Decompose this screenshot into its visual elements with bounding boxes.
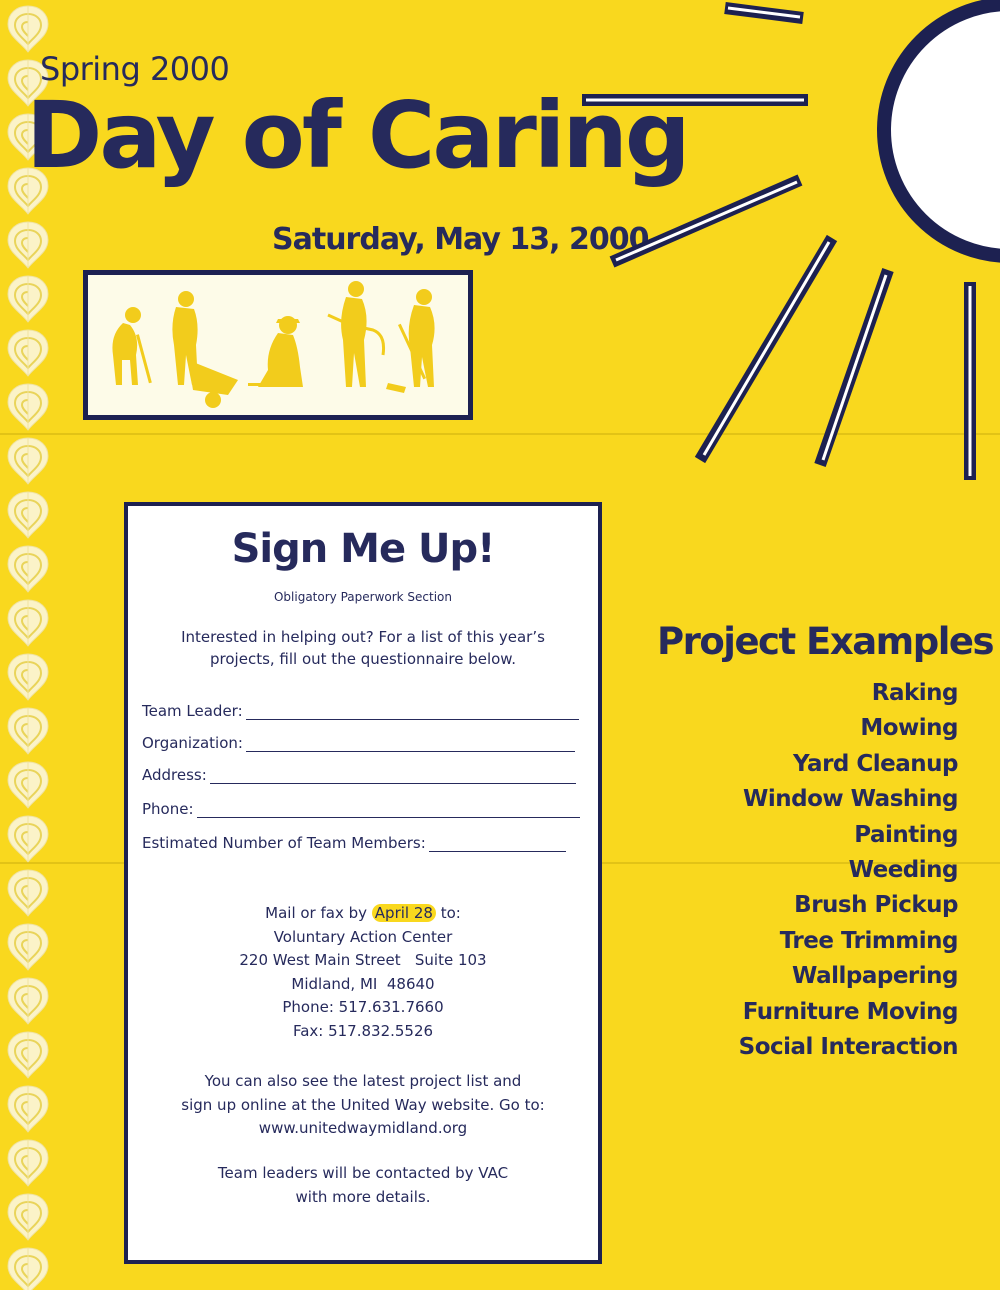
- address-label: Address:: [142, 766, 207, 784]
- volunteers-image-frame: [83, 270, 473, 420]
- organization-label: Organization:: [142, 734, 243, 752]
- form-intro-line: Interested in helping out? For a list of this year’s: [181, 628, 545, 646]
- online-info: [128, 1070, 598, 1141]
- mail-org: Voluntary Action Center: [273, 927, 453, 946]
- signup-form-frame: [124, 502, 602, 1264]
- address-field[interactable]: [142, 766, 576, 784]
- project-item: Social Interaction: [738, 1033, 958, 1060]
- mail-fax: Fax: 517.832.5526: [292, 1021, 434, 1040]
- form-subtitle: Obligatory Paperwork Section: [273, 590, 453, 604]
- page-title: Day of Caring: [26, 82, 688, 189]
- project-item: Window Washing: [742, 786, 958, 813]
- volunteers-silhouette-image: [88, 275, 468, 415]
- project-item: Tree Trimming: [779, 927, 958, 954]
- contact-line: Team leaders will be contacted by VAC: [217, 1164, 509, 1182]
- project-item: Raking: [871, 680, 958, 706]
- form-title: Sign Me Up!: [231, 526, 495, 572]
- project-item: Wallpapering: [792, 963, 958, 990]
- online-line: sign up online at the United Way website. Go to:: [181, 1095, 545, 1114]
- contact-line: with more details.: [295, 1187, 431, 1206]
- signup-form: [128, 506, 598, 1260]
- project-item: Furniture Moving: [742, 998, 958, 1025]
- mail-prefix: Mail or fax by: [265, 904, 368, 922]
- project-item: Mowing: [860, 715, 958, 742]
- mail-phone: Phone: 517.631.7660: [282, 998, 444, 1016]
- phone-label: Phone:: [142, 800, 194, 818]
- deadline-highlight: April 28: [372, 904, 436, 922]
- team-members-field[interactable]: [142, 834, 566, 852]
- mail-deadline-line: [128, 902, 598, 926]
- contact-info: [128, 1162, 598, 1209]
- united-way-logo-border: [0, 0, 60, 1290]
- season-label: Spring 2000: [40, 50, 230, 88]
- team-members-line[interactable]: [429, 837, 566, 852]
- team-members-label: Estimated Number of Team Members:: [142, 834, 426, 852]
- mail-city: Midland, MI 48640: [291, 974, 435, 993]
- address-line[interactable]: [210, 769, 576, 784]
- project-item: Brush Pickup: [794, 892, 958, 919]
- projects-list: [638, 676, 958, 1065]
- event-date: Saturday, May 13, 2000: [272, 222, 649, 257]
- form-intro: [128, 626, 598, 670]
- organization-line[interactable]: [246, 737, 575, 752]
- organization-field[interactable]: [142, 734, 575, 752]
- online-line: You can also see the latest project list and: [204, 1072, 522, 1090]
- projects-heading: Project Examples: [657, 620, 994, 663]
- phone-field[interactable]: [142, 800, 580, 818]
- mail-street: 220 West Main Street Suite 103: [239, 951, 487, 969]
- website-link[interactable]: www.unitedwaymidland.org: [258, 1119, 468, 1137]
- mail-suffix: to:: [440, 904, 461, 922]
- sun-illustration: [560, 0, 1000, 500]
- project-item: Yard Cleanup: [793, 750, 958, 777]
- form-intro-line: projects, fill out the questionnaire below.: [210, 650, 516, 668]
- team-leader-label: Team Leader:: [142, 702, 243, 720]
- project-item: Weeding: [848, 856, 958, 883]
- phone-line[interactable]: [197, 803, 580, 818]
- team-leader-field[interactable]: [142, 702, 579, 720]
- project-item: Painting: [854, 821, 958, 848]
- team-leader-line[interactable]: [246, 705, 579, 720]
- mailing-info: [128, 902, 598, 1043]
